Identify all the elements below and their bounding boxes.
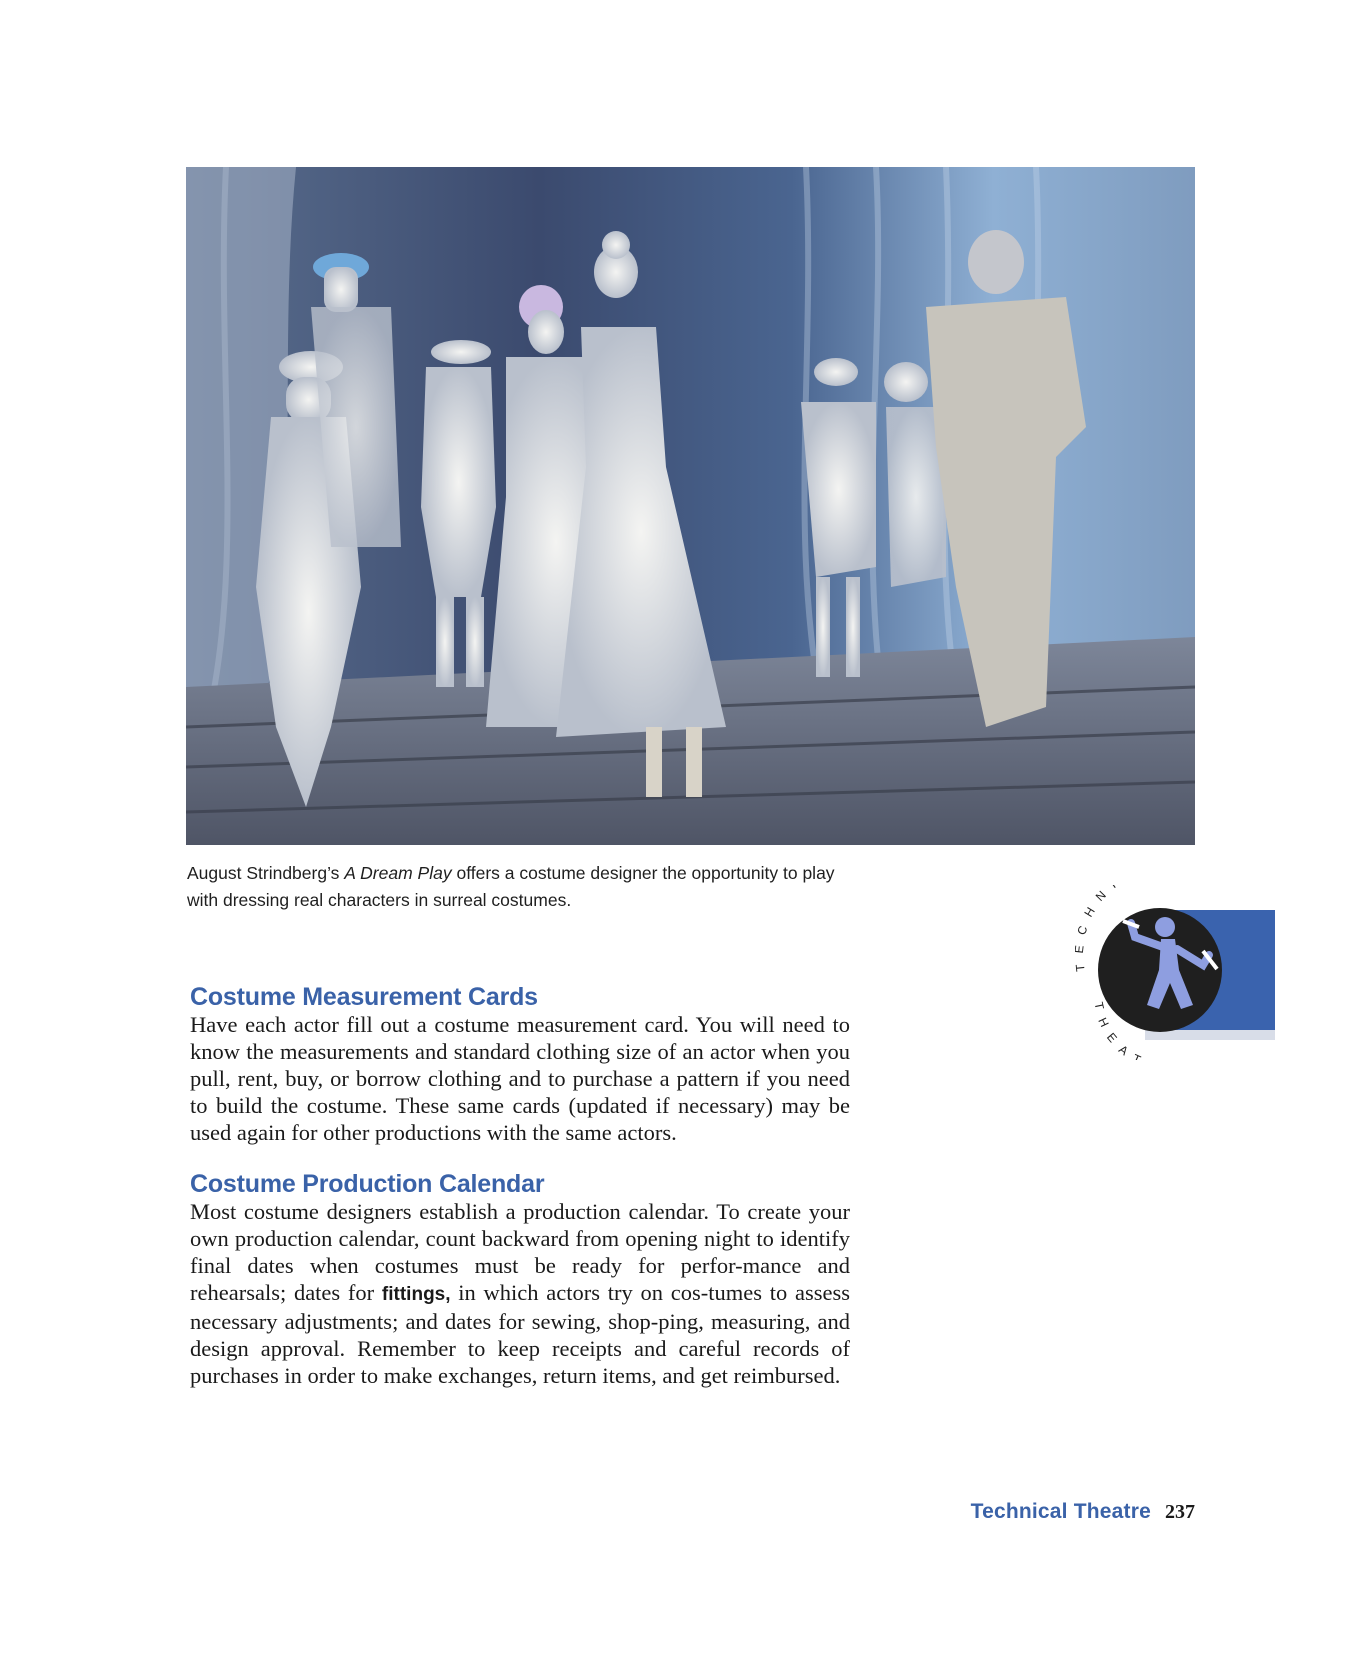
stage-photo — [186, 167, 1195, 845]
section-measurement-cards — [190, 983, 850, 1146]
section-production-calendar — [190, 1170, 850, 1389]
technical-theatre-badge — [1075, 885, 1275, 1060]
section-body: Have each actor fill out a costume measurement card. You will need to know the measurements and standard clothing size of an actor when you pull, rent, buy, or borrow clothing and to purchase a pattern if you need to build the costume. These same cards (updated if necessary) may be used again for other productions with the same actors. — [190, 1012, 850, 1145]
caption-rest: offers a costume designer the opportunity to play with dressing real characters in surreal costumes. — [187, 863, 835, 910]
section-body — [190, 1198, 850, 1389]
glossary-term-fittings: fittings, — [381, 1284, 451, 1305]
running-title: Technical Theatre — [970, 1500, 1151, 1523]
caption-lead: August Strindberg’s — [187, 863, 345, 883]
photo-caption — [187, 860, 847, 914]
badge-top-text: CHN — [1075, 885, 1116, 937]
page-footer — [971, 1500, 1195, 1524]
body-text-after: in which actors try on cos-tumes to assess necessary adjustments; and dates for sewing, shop-ping, measuring, and design approval. Remember to keep receipts and careful records of purchases in order to make exchanges, return items, and get reimbursed. — [190, 1280, 850, 1388]
caption-play-title: A Dream Play — [344, 863, 452, 883]
section-heading: Costume Production Calendar — [190, 1170, 545, 1198]
page-number: 237 — [1165, 1501, 1195, 1523]
section-heading: Costume Measurement Cards — [190, 983, 538, 1011]
badge-bottom-text: THEA — [1091, 1000, 1139, 1060]
body-text-before: Most costume designers establish a production calendar. To create your own production calendar, count backward from opening night to identify final dates when costumes must be ready for perfor-mance and rehearsals; dates for — [190, 1199, 850, 1305]
